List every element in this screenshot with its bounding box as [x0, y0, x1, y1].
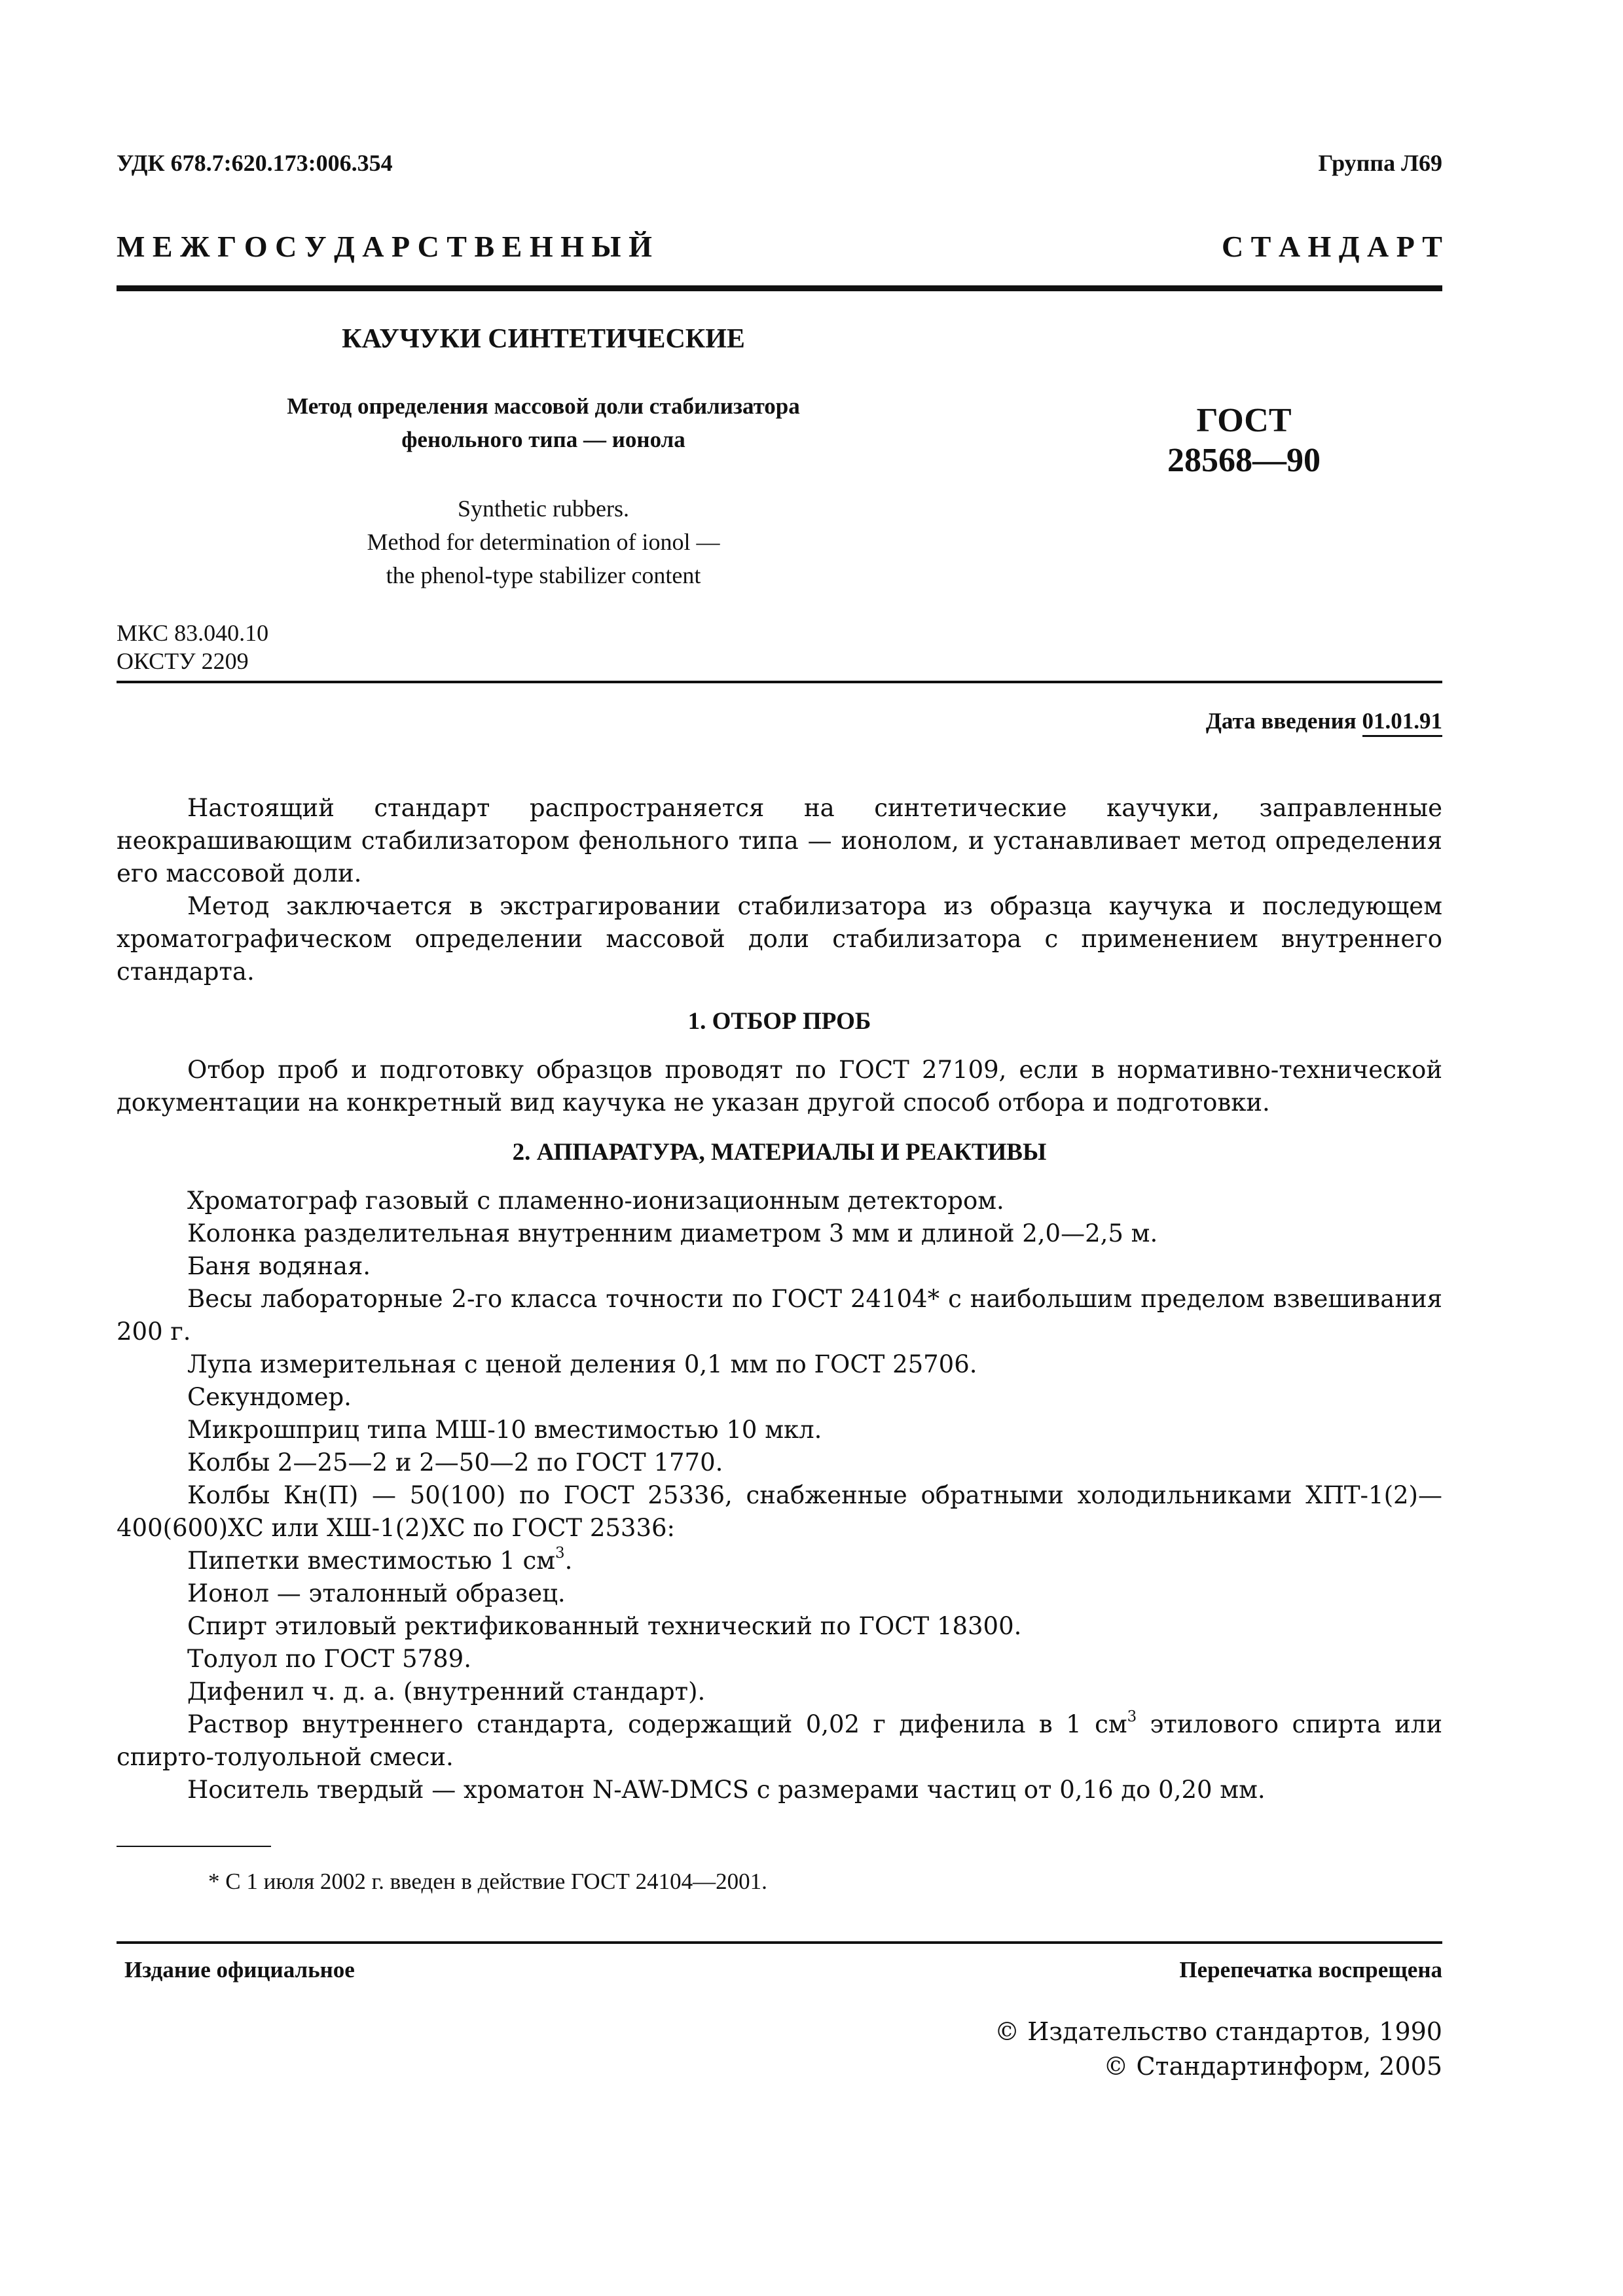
equipment-item: Весы лабораторные 2-го класса точности по ГОСТ 24104* с наибольшим пределом взвешивания 200 г.: [117, 1285, 1442, 1346]
group-code: Группа Л69: [1318, 150, 1442, 176]
copyright-block: [994, 2015, 1442, 2084]
subtitle-line-1: Метод определения массовой доли стабилизатора: [287, 393, 800, 419]
date-label: Дата введения: [1205, 708, 1357, 734]
english-line-3: the phenol-type stabilizer content: [386, 562, 701, 589]
equipment-item: Баня водяная.: [187, 1252, 371, 1280]
pipettes-superscript: 3: [555, 1544, 565, 1562]
pipettes-text: Пипетки вместимостью 1 см: [187, 1547, 556, 1575]
gost-number: [1113, 401, 1375, 481]
official-edition-label: Издание официальное: [124, 1957, 355, 1982]
equipment-item: Микрошприц типа МШ-10 вместимостью 10 мкл.: [187, 1416, 822, 1444]
section-1-text: Отбор проб и подготовку образцов проводят по ГОСТ 27109, если в нормативно-технической документации на конкретный вид каучука не указан другой способ отбора и подготовки.: [117, 1056, 1442, 1117]
classification-codes: [117, 619, 268, 675]
footer-rule: [117, 1941, 1442, 1944]
udk-code: УДК 678.7:620.173:006.354: [117, 150, 393, 176]
gost-label: ГОСТ: [1196, 402, 1292, 439]
title-block: [216, 0, 871, 589]
codes-rule: [117, 681, 1442, 683]
solution-superscript: 3: [1127, 1708, 1137, 1725]
reprint-prohibited-label: Перепечатка воспрещена: [1179, 1957, 1442, 1982]
banner-word-standard: С Т А Н Д А Р Т: [1221, 230, 1442, 263]
mks-code: МКС 83.040.10: [117, 620, 269, 646]
equipment-item: Толуол по ГОСТ 5789.: [187, 1645, 471, 1673]
gost-code: 28568—90: [1167, 442, 1321, 480]
english-line-2: Method for determination of ionol —: [367, 529, 720, 556]
introduction-date: [1206, 708, 1442, 734]
solution-tail: этилового спирта или спирто-толуольной смеси.: [117, 1710, 1442, 1771]
date-value: 01.01.91: [1362, 708, 1443, 737]
intro-paragraph-2: Метод заключается в экстрагировании стабилизатора из образца каучука и последующем хроматографическом определении массовой доли стабилизатора с применением внутреннего стандарта.: [117, 892, 1442, 986]
document-subtitle: [216, 390, 871, 457]
equipment-item: Колонка разделительная внутренним диаметром 3 мм и длиной 2,0—2,5 м.: [187, 1219, 1158, 1247]
intro-paragraph-1: Настоящий стандарт распространяется на синтетические каучуки, заправленные неокрашивающим стабилизатором фенольного типа — ионолом, и устанавливает метод определения его массовой доли.: [117, 794, 1442, 888]
equipment-item: Лупа измерительная с ценой деления 0,1 мм по ГОСТ 25706.: [187, 1350, 977, 1378]
equipment-item: Колбы 2—25—2 и 2—50—2 по ГОСТ 1770.: [187, 1448, 723, 1477]
equipment-item-solution: [117, 1708, 1442, 1774]
equipment-item: Колбы Кн(П) — 50(100) по ГОСТ 25336, снабженные обратными холодильниками ХПТ-1(2)—400(600)ХС или ХШ-1(2)ХС по ГОСТ 25336:: [117, 1481, 1442, 1542]
equipment-item: Хроматограф газовый с пламенно-ионизационным детектором.: [187, 1187, 1004, 1215]
equipment-item: Дифенил ч. д. а. (внутренний стандарт).: [187, 1677, 706, 1706]
copyright-line-2: © Стандартинформ, 2005: [1103, 2052, 1442, 2081]
banner-word-interstate: М Е Ж Г О С У Д А Р С Т В Е Н Н Ы Й: [117, 230, 652, 263]
document-body: [117, 792, 1442, 1806]
english-line-1: Synthetic rubbers.: [458, 495, 629, 522]
equipment-item: Ионол — эталонный образец.: [187, 1579, 566, 1607]
english-title: [216, 492, 871, 592]
footnote-separator: [117, 1846, 271, 1847]
section-1-heading: 1. ОТБОР ПРОБ: [687, 1008, 871, 1035]
pipettes-tail: .: [564, 1547, 573, 1575]
document-title: КАУЧУКИ СИНТЕТИЧЕСКИЕ: [342, 324, 745, 354]
section-2-heading: 2. АППАРАТУРА, МАТЕРИАЛЫ И РЕАКТИВЫ: [512, 1139, 1047, 1166]
footnote: * С 1 июля 2002 г. введен в действие ГОСТ 24104—2001.: [208, 1869, 767, 1894]
equipment-item: Секундомер.: [187, 1383, 352, 1411]
copyright-line-1: © Издательство стандартов, 1990: [994, 2017, 1442, 2046]
equipment-item: Носитель твердый — хроматон N-AW-DMCS с размерами частиц от 0,16 до 0,20 мм.: [187, 1776, 1266, 1804]
equipment-item: Спирт этиловый ректификованный технический по ГОСТ 18300.: [187, 1612, 1022, 1640]
solution-text: Раствор внутреннего стандарта, содержащий 0,02 г дифенила в 1 см: [187, 1710, 1127, 1738]
equipment-item-pipettes: [117, 1545, 1442, 1577]
okstu-code: ОКСТУ 2209: [117, 648, 249, 675]
subtitle-line-2: фенольного типа — ионола: [401, 426, 685, 452]
